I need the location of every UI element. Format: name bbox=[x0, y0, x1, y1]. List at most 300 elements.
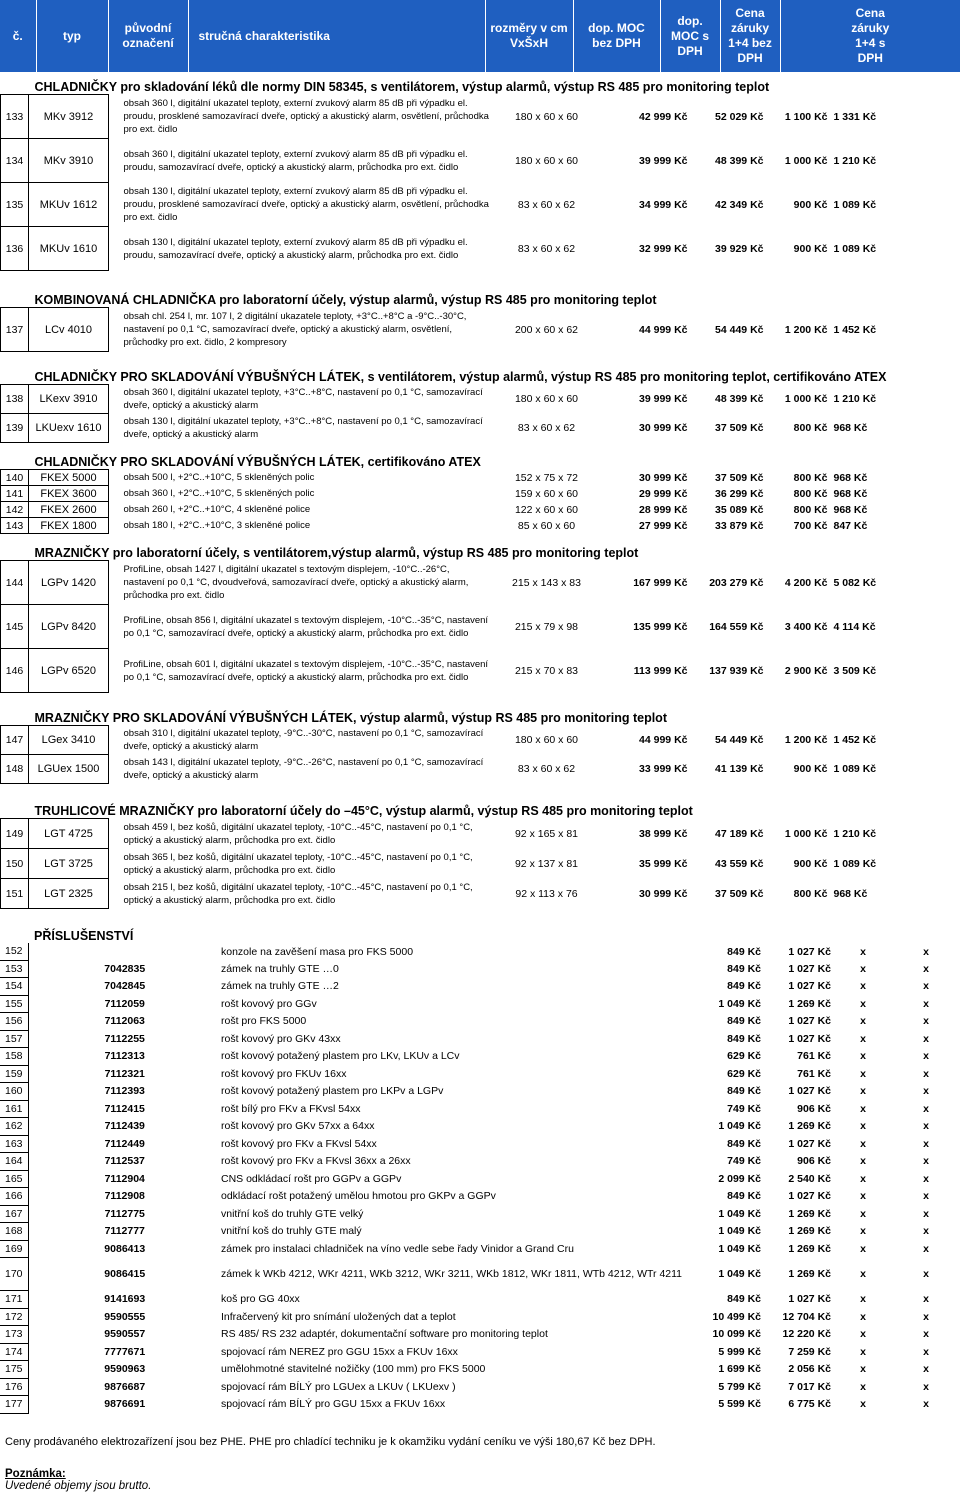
spacer-cell bbox=[109, 308, 121, 352]
price-with-vat: 12 704 Kč bbox=[782, 1310, 831, 1323]
price-without-vat: 849 Kč bbox=[727, 1137, 761, 1150]
row-number: 160 bbox=[0, 1083, 28, 1101]
product-row bbox=[1, 470, 960, 486]
accessory-description: Infračervený kit pro snímání uložených dat a teplot bbox=[221, 1310, 456, 1323]
warranty-with-vat: x bbox=[923, 962, 929, 975]
row-number: 153 bbox=[0, 960, 28, 978]
product-type: LGT 3725 bbox=[29, 849, 109, 879]
warranty-with-vat: x bbox=[923, 1190, 929, 1203]
accessory-row bbox=[0, 1378, 960, 1396]
spacer-cell bbox=[109, 139, 121, 183]
product-row bbox=[1, 308, 960, 352]
row-number: 172 bbox=[0, 1308, 28, 1326]
warranty-with-vat: 3 509 Kč bbox=[833, 664, 877, 677]
price-without-vat: 39 999 Kč bbox=[639, 154, 688, 167]
section-header-row bbox=[1, 443, 960, 470]
price-with-vat: 906 Kč bbox=[797, 1102, 831, 1115]
product-description: obsah 143 l, digitální ukazatel teploty, -9°C..-26°C, nastavení po 0,1 °C, samozavírací dveře, optický a akustický alarm bbox=[123, 757, 484, 781]
warranty-with-vat: x bbox=[923, 1015, 929, 1028]
accessory-row bbox=[0, 1030, 960, 1048]
accessory-description: rošt kovový pro GKv 57xx a 64xx bbox=[221, 1120, 375, 1133]
price-without-vat: 1 049 Kč bbox=[718, 1207, 761, 1220]
warranty-with-vat: x bbox=[923, 1268, 929, 1280]
price-without-vat: 5 799 Kč bbox=[718, 1380, 761, 1393]
product-code bbox=[28, 943, 218, 960]
warranty-without-vat: x bbox=[860, 962, 866, 975]
accessory-description: zámek pro instalaci chladniček na víno vedle sebe řady Vinidor a Grand Cru bbox=[221, 1242, 574, 1255]
product-code: 7112393 bbox=[104, 1085, 145, 1098]
row-number: 136 bbox=[1, 227, 29, 271]
product-type: FKEX 1800 bbox=[29, 518, 109, 534]
price-with-vat: 37 509 Kč bbox=[715, 887, 764, 900]
price-without-vat: 10 099 Kč bbox=[712, 1328, 761, 1341]
product-description: obsah 215 l, bez košů, digitální ukazatel teploty, -10°C..-45°C, nastavení po 0,1 °C, optický a akustický alarm, průchodka pro ext. čidlo bbox=[123, 881, 473, 906]
product-row bbox=[1, 95, 960, 139]
price-without-vat: 167 999 Kč bbox=[633, 576, 688, 589]
accessory-description: vnitřní koš do truhly GTE velký bbox=[221, 1207, 364, 1220]
product-type: LGT 4725 bbox=[29, 819, 109, 849]
price-without-vat: 749 Kč bbox=[727, 1155, 761, 1168]
price-without-vat: 1 049 Kč bbox=[718, 1120, 761, 1133]
product-type: MKUv 1610 bbox=[29, 227, 109, 271]
row-number: 152 bbox=[0, 943, 28, 960]
spacer-cell bbox=[109, 518, 121, 534]
accessory-description: RS 485/ RS 232 adaptér, dokumentační software pro monitoring teplot bbox=[221, 1328, 548, 1341]
note-title: Poznámka: bbox=[5, 1467, 66, 1480]
warranty-without-vat: x bbox=[860, 1345, 866, 1358]
warranty-without-vat: x bbox=[860, 1032, 866, 1045]
price-with-vat: 37 509 Kč bbox=[715, 471, 764, 484]
accessory-description: spojovací rám NEREZ pro GGU 15xx a FKUv 16xx bbox=[221, 1345, 458, 1358]
product-description: obsah 260 l, +2°C..+10°C, 4 skleněné police bbox=[123, 504, 311, 515]
accessory-row bbox=[0, 1240, 960, 1258]
row-number: 159 bbox=[0, 1065, 28, 1083]
section-header-row bbox=[1, 72, 960, 95]
warranty-without-vat: x bbox=[860, 1380, 866, 1393]
warranty-without-vat: 800 Kč bbox=[793, 471, 828, 484]
price-with-vat: 48 399 Kč bbox=[715, 393, 764, 405]
section-title: PŘÍSLUŠENSTVÍ bbox=[34, 929, 134, 943]
product-dimensions: 83 x 60 x 62 bbox=[517, 422, 576, 434]
product-row bbox=[1, 414, 960, 443]
warranty-without-vat: 1 000 Kč bbox=[784, 393, 828, 405]
col-warranty-without-vat: Cena záruky 1+4 bez DPH bbox=[720, 0, 780, 72]
warranty-with-vat: 1 210 Kč bbox=[833, 827, 877, 840]
product-code: 7112449 bbox=[104, 1137, 145, 1150]
product-description: obsah 180 l, +2°C..+10°C, 3 skleněné police bbox=[123, 520, 311, 531]
row-number: 154 bbox=[0, 978, 28, 996]
product-type: FKEX 5000 bbox=[29, 470, 109, 486]
product-code: 9086413 bbox=[104, 1242, 146, 1255]
product-row bbox=[1, 561, 960, 605]
warranty-without-vat: x bbox=[860, 1085, 866, 1098]
product-dimensions: 152 x 75 x 72 bbox=[514, 471, 579, 484]
accessory-row bbox=[0, 1188, 960, 1206]
product-code: 7042835 bbox=[104, 962, 146, 975]
warranty-without-vat: x bbox=[860, 997, 866, 1010]
product-type: FKEX 3600 bbox=[29, 486, 109, 502]
price-with-vat: 1 027 Kč bbox=[788, 962, 831, 975]
spacer-cell bbox=[109, 502, 121, 518]
accessory-row bbox=[0, 960, 960, 978]
product-row bbox=[1, 385, 960, 414]
section-header-row bbox=[1, 271, 960, 308]
accessory-row bbox=[0, 1083, 960, 1101]
section-header-row bbox=[1, 534, 960, 561]
warranty-without-vat: 900 Kč bbox=[793, 198, 828, 211]
accessory-description: odkládací rošt potažený umělou hmotou pro GKPv a GGPv bbox=[221, 1190, 496, 1203]
price-without-vat: 135 999 Kč bbox=[633, 620, 688, 633]
warranty-without-vat: 1 200 Kč bbox=[784, 734, 828, 746]
warranty-with-vat: 1 452 Kč bbox=[833, 734, 877, 746]
col-description: stručná charakteristika bbox=[188, 0, 485, 72]
warranty-without-vat: 2 900 Kč bbox=[784, 664, 828, 677]
price-with-vat: 52 029 Kč bbox=[715, 110, 764, 123]
warranty-with-vat: x bbox=[923, 1242, 929, 1255]
accessory-row bbox=[0, 943, 960, 960]
price-with-vat: 1 027 Kč bbox=[788, 945, 831, 958]
row-number: 164 bbox=[0, 1153, 28, 1171]
product-type: LGPv 6520 bbox=[29, 649, 109, 693]
price-with-vat: 1 027 Kč bbox=[788, 1190, 831, 1203]
warranty-with-vat: x bbox=[923, 1155, 929, 1168]
product-dimensions: 180 x 60 x 60 bbox=[514, 734, 579, 746]
product-code: 7777671 bbox=[104, 1345, 146, 1358]
product-code: 9876687 bbox=[104, 1380, 146, 1393]
product-description: obsah 360 l, digitální ukazatel teploty, externí zvukový alarm 85 dB při výpadku el. proudu, prosklené samozavírací dveře, optický a akustický alarm, osvětlení, průchodka pro ext. čidlo bbox=[123, 98, 489, 135]
price-without-vat: 1 699 Kč bbox=[718, 1363, 761, 1376]
warranty-with-vat: x bbox=[923, 1207, 929, 1220]
col-number: č. bbox=[0, 0, 36, 72]
warranty-without-vat: 900 Kč bbox=[793, 242, 828, 255]
warranty-with-vat: x bbox=[923, 1363, 929, 1376]
product-dimensions: 200 x 60 x 62 bbox=[514, 323, 579, 336]
warranty-with-vat: x bbox=[923, 1293, 929, 1306]
accessory-row bbox=[0, 1308, 960, 1326]
price-with-vat: 1 269 Kč bbox=[788, 1120, 831, 1133]
col-price-with-vat: dop. MOC s DPH bbox=[660, 0, 720, 72]
product-row bbox=[1, 755, 960, 784]
product-dimensions: 83 x 60 x 62 bbox=[517, 198, 576, 211]
price-without-vat: 44 999 Kč bbox=[639, 734, 688, 746]
product-description: obsah 360 l, digitální ukazatel teploty, +3°C..+8°C, nastavení po 0,1 °C, samozavírací dveře, optický a akustický alarm bbox=[123, 387, 483, 411]
warranty-with-vat: 1 089 Kč bbox=[833, 198, 877, 211]
warranty-with-vat: 1 331 Kč bbox=[833, 110, 877, 123]
price-without-vat: 849 Kč bbox=[727, 1190, 761, 1203]
row-number: 145 bbox=[1, 605, 29, 649]
product-row bbox=[1, 227, 960, 271]
spacer-cell bbox=[109, 819, 121, 849]
product-type: LCv 4010 bbox=[29, 308, 109, 352]
product-code: 7112321 bbox=[104, 1067, 145, 1080]
price-with-vat: 1 027 Kč bbox=[788, 1032, 831, 1045]
price-with-vat: 1 269 Kč bbox=[788, 1242, 831, 1255]
accessory-description: rošt kovový pro FKv a FKvsl 36xx a 26xx bbox=[221, 1155, 411, 1168]
warranty-with-vat: 1 089 Kč bbox=[833, 763, 877, 775]
section-title: CHLADNIČKY PRO SKLADOVÁNÍ VÝBUŠNÝCH LÁTEK, certifikováno ATEX bbox=[34, 455, 481, 469]
product-code: 7112255 bbox=[104, 1032, 145, 1045]
col-warranty-with-vat: Cena záruky 1+4 s DPH bbox=[780, 0, 960, 72]
price-with-vat: 43 559 Kč bbox=[715, 857, 764, 870]
product-type: MKUv 1612 bbox=[29, 183, 109, 227]
product-dimensions: 122 x 60 x 60 bbox=[514, 503, 579, 516]
product-type: LGPv 1420 bbox=[29, 561, 109, 605]
price-with-vat: 54 449 Kč bbox=[715, 323, 764, 336]
accessories-table bbox=[0, 909, 960, 1414]
accessory-row bbox=[0, 1258, 960, 1291]
product-code: 7112908 bbox=[104, 1190, 145, 1203]
row-number: 176 bbox=[0, 1378, 28, 1396]
product-description: obsah 130 l, digitální ukazatel teploty, externí zvukový alarm 85 dB při výpadku el. proudu, prosklené samozavírací dveře, optický a akustický alarm, osvětlení, průchodka pro ext. čidlo bbox=[123, 186, 489, 223]
accessory-row bbox=[0, 1205, 960, 1223]
price-with-vat: 137 939 Kč bbox=[709, 664, 764, 677]
product-dimensions: 83 x 60 x 62 bbox=[517, 242, 576, 255]
spacer-cell bbox=[109, 227, 121, 271]
warranty-without-vat: 1 000 Kč bbox=[784, 827, 828, 840]
warranty-with-vat: 5 082 Kč bbox=[833, 576, 877, 589]
product-code: 7042845 bbox=[104, 980, 146, 993]
price-with-vat: 1 269 Kč bbox=[788, 997, 831, 1010]
price-without-vat: 849 Kč bbox=[727, 1015, 761, 1028]
row-number: 175 bbox=[0, 1361, 28, 1379]
warranty-with-vat: x bbox=[923, 980, 929, 993]
product-type: LGUex 1500 bbox=[29, 755, 109, 784]
product-code: 9086415 bbox=[104, 1268, 146, 1280]
product-code: 9590555 bbox=[104, 1310, 146, 1323]
product-dimensions: 85 x 60 x 60 bbox=[517, 519, 576, 532]
accessory-description: rošt kovový pro FKUv 16xx bbox=[221, 1067, 347, 1080]
product-row bbox=[1, 518, 960, 534]
row-number: 156 bbox=[0, 1013, 28, 1031]
accessory-description: vnitřní koš do truhly GTE malý bbox=[221, 1225, 362, 1238]
warranty-without-vat: x bbox=[860, 1050, 866, 1063]
product-code: 7112063 bbox=[104, 1015, 145, 1028]
warranty-with-vat: x bbox=[923, 1345, 929, 1358]
price-with-vat: 39 929 Kč bbox=[715, 242, 764, 255]
accessory-row bbox=[0, 1100, 960, 1118]
warranty-with-vat: x bbox=[923, 945, 929, 958]
warranty-with-vat: x bbox=[923, 1172, 929, 1185]
row-number: 134 bbox=[1, 139, 29, 183]
warranty-without-vat: x bbox=[860, 1268, 866, 1280]
warranty-without-vat: 1 100 Kč bbox=[784, 110, 828, 123]
product-code: 9590963 bbox=[104, 1363, 146, 1376]
spacer-cell bbox=[109, 849, 121, 879]
col-dimensions: rozměry v cm VxŠxH bbox=[485, 0, 573, 72]
price-without-vat: 849 Kč bbox=[727, 980, 761, 993]
price-with-vat: 54 449 Kč bbox=[715, 734, 764, 746]
warranty-with-vat: 1 210 Kč bbox=[833, 154, 877, 167]
warranty-with-vat: 1 210 Kč bbox=[833, 393, 877, 405]
accessory-description: rošt kovový potažený plastem pro LKv, LKUv a LCv bbox=[221, 1050, 460, 1063]
row-number: 165 bbox=[0, 1170, 28, 1188]
price-with-vat: 2 540 Kč bbox=[788, 1172, 831, 1185]
product-row bbox=[1, 605, 960, 649]
warranty-with-vat: 847 Kč bbox=[833, 519, 868, 532]
row-number: 148 bbox=[1, 755, 29, 784]
section-header-row bbox=[1, 693, 960, 726]
warranty-with-vat: 968 Kč bbox=[833, 503, 868, 516]
warranty-with-vat: x bbox=[923, 1398, 929, 1411]
price-without-vat: 629 Kč bbox=[727, 1067, 761, 1080]
warranty-without-vat: x bbox=[860, 980, 866, 993]
product-description: obsah 500 l, +2°C..+10°C, 5 skleněných polic bbox=[123, 472, 315, 483]
product-type: LGex 3410 bbox=[29, 726, 109, 755]
price-with-vat: 42 349 Kč bbox=[715, 198, 764, 211]
accessory-description: rošt kovový pro GGv bbox=[221, 997, 317, 1010]
accessory-description: rošt kovový pro FKv a FKvsl 54xx bbox=[221, 1137, 377, 1150]
row-number: 133 bbox=[1, 95, 29, 139]
warranty-without-vat: 3 400 Kč bbox=[784, 620, 828, 633]
price-without-vat: 849 Kč bbox=[727, 1032, 761, 1045]
product-row bbox=[1, 139, 960, 183]
section-header-row bbox=[1, 784, 960, 819]
row-number: 168 bbox=[0, 1223, 28, 1241]
product-dimensions: 180 x 60 x 60 bbox=[514, 393, 579, 405]
warranty-with-vat: 1 089 Kč bbox=[833, 242, 877, 255]
warranty-with-vat: 968 Kč bbox=[833, 422, 868, 434]
spacer-cell bbox=[109, 385, 121, 414]
price-without-vat: 29 999 Kč bbox=[639, 487, 688, 500]
price-without-vat: 849 Kč bbox=[727, 945, 761, 958]
row-number: 167 bbox=[0, 1205, 28, 1223]
product-type: LKexv 3910 bbox=[29, 385, 109, 414]
price-without-vat: 42 999 Kč bbox=[639, 110, 688, 123]
product-code: 7112439 bbox=[104, 1120, 145, 1133]
accessory-row bbox=[0, 1153, 960, 1171]
price-without-vat: 5 599 Kč bbox=[718, 1398, 761, 1411]
product-type: FKEX 2600 bbox=[29, 502, 109, 518]
warranty-with-vat: 4 114 Kč bbox=[833, 620, 876, 633]
row-number: 140 bbox=[1, 470, 29, 486]
warranty-without-vat: x bbox=[860, 945, 866, 958]
accessory-description: spojovací rám BÍLÝ pro GGU 15xx a FKUv 16xx bbox=[221, 1398, 446, 1411]
product-code: 7112904 bbox=[104, 1172, 145, 1185]
row-number: 149 bbox=[1, 819, 29, 849]
accessory-row bbox=[0, 1326, 960, 1344]
col-price-without-vat: dop. MOC bez DPH bbox=[573, 0, 660, 72]
accessory-description: CNS odkládací rošt pro GGPv a GGPv bbox=[221, 1172, 402, 1185]
accessory-row bbox=[0, 1135, 960, 1153]
product-code: 7112313 bbox=[104, 1050, 145, 1063]
product-description: obsah 130 l, digitální ukazatel teploty, +3°C..+8°C, nastavení po 0,1 °C, samozavírací dveře, optický a akustický alarm bbox=[123, 416, 483, 440]
spacer-cell bbox=[109, 726, 121, 755]
product-row bbox=[1, 819, 960, 849]
product-type: LGPv 8420 bbox=[29, 605, 109, 649]
warranty-with-vat: x bbox=[923, 1067, 929, 1080]
price-with-vat: 2 056 Kč bbox=[788, 1363, 831, 1376]
price-without-vat: 33 999 Kč bbox=[639, 763, 688, 775]
spacer-cell bbox=[109, 470, 121, 486]
accessory-row bbox=[0, 995, 960, 1013]
accessory-row bbox=[0, 1048, 960, 1066]
section-title: KOMBINOVANÁ CHLADNIČKA pro laboratorní účely, výstup alarmů, výstup RS 485 pro monitoring teplot bbox=[34, 293, 657, 307]
product-description: obsah 130 l, digitální ukazatel teploty, externí zvukový alarm 85 dB při výpadku el. proudu, samozavírací dveře, optický a akustický alarm, průchodka pro ext. čidlo bbox=[123, 236, 468, 261]
warranty-without-vat: x bbox=[860, 1102, 866, 1115]
product-dimensions: 215 x 70 x 83 bbox=[514, 664, 579, 677]
spacer-cell bbox=[109, 183, 121, 227]
product-code: 7112775 bbox=[104, 1207, 145, 1220]
accessory-description: rošt kovový potažený plastem pro LKPv a LGPv bbox=[221, 1085, 444, 1098]
product-code: 9876691 bbox=[104, 1398, 146, 1411]
product-description: obsah chl. 254 l, mr. 107 l, 2 digitální ukazatele teploty, +3°C..+8°C a -9°C..-30°C, nastavení po 0,1 °C, samozavírací dveře, optický a akustický alarm, osvětlení, průchodky pro ext. čidlo, 2 kompresory bbox=[123, 311, 467, 348]
product-dimensions: 159 x 60 x 60 bbox=[514, 487, 579, 500]
product-type: MKv 3910 bbox=[29, 139, 109, 183]
row-number: 177 bbox=[0, 1396, 28, 1414]
product-description: obsah 360 l, digitální ukazatel teploty, externí zvukový alarm 85 dB při výpadku el. proudu, samozavírací dveře, optický a akustický alarm, průchodka pro ext. čidlo bbox=[123, 148, 468, 173]
price-without-vat: 1 049 Kč bbox=[718, 997, 761, 1010]
price-with-vat: 761 Kč bbox=[797, 1067, 831, 1080]
row-number: 147 bbox=[1, 726, 29, 755]
product-row bbox=[1, 849, 960, 879]
product-dimensions: 83 x 60 x 62 bbox=[517, 763, 576, 775]
price-with-vat: 36 299 Kč bbox=[715, 487, 764, 500]
warranty-without-vat: x bbox=[860, 1067, 866, 1080]
price-with-vat: 1 027 Kč bbox=[788, 1015, 831, 1028]
accessory-row bbox=[0, 1223, 960, 1241]
spacer-cell bbox=[109, 561, 121, 605]
product-description: ProfiLine, obsah 1427 l, digitální ukazatel s textovým displejem, -10°C..-26°C, nastavení po 0,1 °C, dvoudveřová, samozavírací dveře, optický a akustický alarm, průchodka pro ext. čidlo bbox=[123, 564, 469, 601]
column-header-row bbox=[0, 0, 960, 72]
product-dimensions: 215 x 79 x 98 bbox=[514, 620, 579, 633]
product-description: obsah 310 l, digitální ukazatel teploty, -9°C..-30°C, nastavení po 0,1 °C, samozavírací dveře, optický a akustický alarm bbox=[123, 728, 484, 752]
product-description: obsah 459 l, bez košů, digitální ukazatel teploty, -10°C..-45°C, nastavení po 0,1 °C, optický a akustický alarm, průchodka pro ext. čidlo bbox=[123, 821, 473, 846]
row-number: 150 bbox=[1, 849, 29, 879]
price-with-vat: 48 399 Kč bbox=[715, 154, 764, 167]
section-title: CHLADNIČKY pro skladování léků dle normy DIN 58345, s ventilátorem, výstup alarmů, výstup RS 485 pro monitoring teplot bbox=[34, 80, 770, 94]
row-number: 173 bbox=[0, 1326, 28, 1344]
accessory-description: rošt pro FKS 5000 bbox=[221, 1015, 307, 1028]
price-without-vat: 34 999 Kč bbox=[639, 198, 688, 211]
price-with-vat: 203 279 Kč bbox=[709, 576, 764, 589]
warranty-without-vat: 900 Kč bbox=[793, 857, 828, 870]
product-type: LGT 2325 bbox=[29, 879, 109, 909]
price-without-vat: 849 Kč bbox=[727, 1085, 761, 1098]
spacer-cell bbox=[109, 95, 121, 139]
accessory-row bbox=[0, 978, 960, 996]
warranty-without-vat: x bbox=[860, 1310, 866, 1323]
section-title: TRUHLICOVÉ MRAZNIČKY pro laboratorní účely do –45°C, výstup alarmů, výstup RS 485 pro monitoring teplot bbox=[34, 804, 693, 818]
warranty-without-vat: x bbox=[860, 1242, 866, 1255]
price-without-vat: 629 Kč bbox=[727, 1050, 761, 1063]
price-with-vat: 1 269 Kč bbox=[788, 1207, 831, 1220]
warranty-without-vat: x bbox=[860, 1207, 866, 1220]
accessory-description: koš pro GG 40xx bbox=[221, 1293, 300, 1306]
price-without-vat: 44 999 Kč bbox=[639, 323, 688, 336]
warranty-without-vat: x bbox=[860, 1190, 866, 1203]
warranty-without-vat: 900 Kč bbox=[793, 763, 828, 775]
accessory-description: rošt kovový pro GKv 43xx bbox=[221, 1032, 341, 1045]
row-number: 166 bbox=[0, 1188, 28, 1206]
warranty-without-vat: x bbox=[860, 1363, 866, 1376]
warranty-with-vat: 1 452 Kč bbox=[833, 323, 877, 336]
product-row bbox=[1, 726, 960, 755]
row-number: 158 bbox=[0, 1048, 28, 1066]
price-without-vat: 35 999 Kč bbox=[639, 857, 688, 870]
row-number: 171 bbox=[0, 1291, 28, 1309]
col-type: typ bbox=[36, 0, 108, 72]
product-dimensions: 92 x 165 x 81 bbox=[514, 827, 579, 840]
price-without-vat: 28 999 Kč bbox=[639, 503, 688, 516]
product-code: 7112537 bbox=[104, 1155, 145, 1168]
product-code: 7112415 bbox=[104, 1102, 145, 1115]
warranty-without-vat: x bbox=[860, 1328, 866, 1341]
section-title: MRAZNIČKY PRO SKLADOVÁNÍ VÝBUŠNÝCH LÁTEK, výstup alarmů, výstup RS 485 pro monitoring teplot bbox=[34, 711, 667, 725]
header-table bbox=[0, 0, 960, 72]
warranty-with-vat: x bbox=[923, 1102, 929, 1115]
price-without-vat: 749 Kč bbox=[727, 1102, 761, 1115]
warranty-without-vat: x bbox=[860, 1137, 866, 1150]
